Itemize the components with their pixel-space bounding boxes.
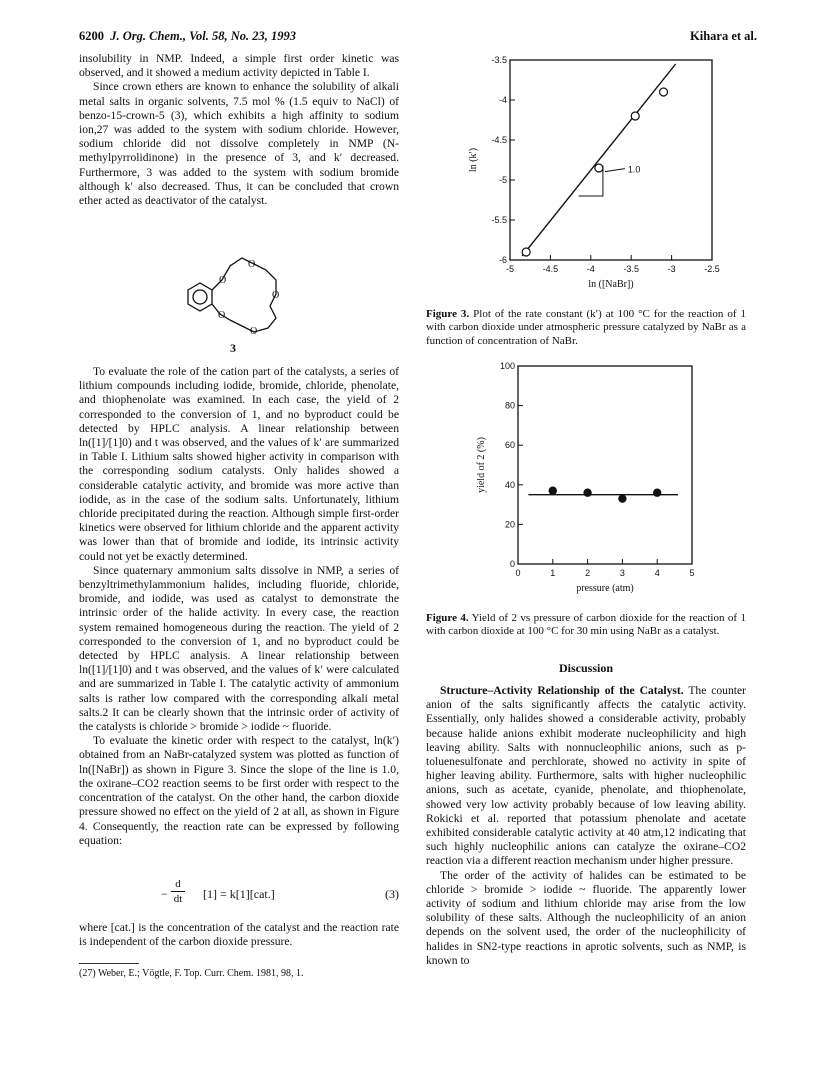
oxygen-atom: O [250, 326, 258, 337]
left-column-bottom [79, 365, 399, 848]
paragraph: To evaluate the kinetic order with respect to the catalyst, ln(k′) obtained from an NaBr-catalyzed system was plotted as function of ln([NaBr]) as shown in Figure 3. Since the slope of the line is 1.0, the oxirane–CO2 reaction seems to be first order with respect to the concentration of the catalyst. On the other hand, the carbon dioxide pressure showed no effect on the yield of 2 at all, as shown in Figure 4. Consequently, the reaction rate can be expressed by following equation: [79, 734, 399, 847]
paragraph: Since crown ethers are known to enhance the solubility of alkali metal salts in organic solvents, 7.5 mol % (1.5 equiv to NaCl) of benzo-15-crown-5 (3), which exhibits a high affinity to sodium ion,27 was added to the system with sodium chloride. However, sodium chloride did not dissolve completely in NMP (N-methylpyrrolidinone) in the presence of 3, and k′ decreased. Furthermore, 3 was added to the system with sodium bromide although k′ also decreased. Thus, it can be concluded that crown ether acted as deactivator of the catalyst. [79, 80, 399, 208]
figure-3-chart [426, 52, 746, 304]
y-tick-label: -4.5 [491, 135, 507, 145]
x-tick-label: 2 [585, 568, 591, 578]
slope-leader [605, 169, 625, 172]
caption-label: Figure 4. [426, 612, 469, 624]
y-tick-label: 0 [509, 559, 515, 569]
y-tick-label: 100 [499, 361, 515, 371]
data-point [522, 248, 530, 256]
y-axis-label: yield of 2 (%) [476, 437, 487, 493]
x-tick-label: -5 [505, 264, 515, 274]
figure-4-chart [426, 358, 746, 604]
x-tick-label: 4 [654, 568, 660, 578]
section-heading-discussion: Discussion [558, 661, 614, 675]
page-number: 6200 [79, 29, 104, 43]
footnote: (27) Weber, E.; Vögtle, F. Top. Curr. Chem. 1981, 98, 1. [79, 968, 304, 979]
oxygen-atom: O [248, 259, 256, 270]
data-point [660, 88, 668, 96]
right-column-text [426, 684, 746, 968]
benzene-ring [188, 283, 212, 311]
y-tick-label: 60 [504, 440, 515, 451]
volume-info: Vol. 58, No. 23, 1993 [189, 29, 297, 43]
journal-name: J. Org. Chem., [110, 29, 186, 43]
fraction-numerator: d [175, 878, 181, 890]
y-tick-label: -6 [498, 255, 507, 265]
runin-heading: Structure–Activity Relationship of the Catalyst. [440, 684, 684, 697]
y-tick-label: 80 [504, 400, 515, 411]
equation-body: [1] = k[1][cat.] [203, 887, 275, 901]
slope-label: 1.0 [627, 164, 641, 175]
data-point [595, 164, 603, 172]
figure-3-caption [426, 308, 746, 348]
data-point [549, 487, 556, 494]
data-point [654, 489, 661, 496]
y-tick-label: 20 [504, 519, 515, 530]
caption-text: Plot of the rate constant (k′) at 100 °C for the reaction of 1 with carbon dioxide under atmospheric pressure catalyzed by NaBr as a function of concentration of NaBr. [426, 308, 747, 347]
plot-frame [518, 366, 692, 564]
x-tick-label: -3 [667, 264, 676, 274]
x-tick-label: -4 [586, 264, 595, 274]
figure-4-caption [426, 612, 746, 639]
y-tick-label: -5 [498, 175, 507, 185]
running-header-authors: Kihara et al. [690, 29, 758, 43]
data-point [619, 495, 626, 502]
y-tick-label: 40 [504, 479, 515, 490]
paragraph: The counter anion of the salts significantly affects the catalytic activity. Essentially, only halides showed a considerable activity, probably because halide anions exhibit moderate nucleophilicity and high leaving ability. Salts with nonnucleophilic anions, such as p-toluenesulfonate and perchlorate, showed no activity in spite of higher leaving ability. Furthermore, salts with higher nucleophilic anions, such as acetate, cyanide, phenolate, and thiophenolate, showed very low activity probably because of low leaving ability. Rokicki et al. reported that potassium phenolate and acetate exhibited considerable catalytic activity at 40 atm,12 indicating that such highly nucleophilic anions can catalyze the oxirane–CO2 reaction via a different reaction mechanism under higher pressure. [426, 684, 746, 868]
equation-fraction [171, 878, 185, 905]
caption-label: Figure 3. [426, 308, 470, 320]
x-tick-label: 5 [689, 568, 695, 578]
minus-sign: − [161, 887, 168, 901]
y-tick-label: -4 [498, 95, 507, 105]
running-header-left [79, 29, 296, 44]
y-tick-label: -3.5 [491, 55, 507, 65]
x-tick-label: -2.5 [704, 264, 720, 274]
paragraph: where [cat.] is the concentration of the catalyst and the reaction rate is independent of the carbon dioxide pressure. [79, 921, 399, 949]
data-point [584, 489, 591, 496]
x-tick-label: -3.5 [623, 264, 639, 274]
data-point [631, 112, 639, 120]
x-tick-label: -4.5 [542, 264, 559, 274]
compound-label: 3 [230, 341, 236, 355]
compound-3-structure [170, 250, 310, 345]
fit-line [522, 64, 676, 256]
oxygen-atom: O [219, 275, 227, 286]
equation-number: (3) [385, 887, 399, 901]
fraction-bar [171, 891, 185, 892]
y-axis-label: ln (k′) [468, 147, 479, 173]
footnote-rule [79, 963, 139, 964]
oxygen-atom: O [218, 310, 226, 321]
aromatic-circle [193, 290, 207, 304]
x-tick-label: 0 [515, 568, 521, 578]
caption-text: Yield of 2 vs pressure of carbon dioxide for the reaction of 1 with carbon dioxide at 100 °C for 30 min using NaBr as a catalyst. [426, 612, 746, 638]
oxygen-atom: O [272, 290, 280, 301]
paragraph: The order of the activity of halides can be estimated to be chloride > bromide > iodide ~ fluoride. The apparently lower activity of sodium and lithium chloride may arise from the low solubility of these salts. Although the nucleophilicity of an anion depends on the solvent used, the order of the nucleophilicity of halides in SN2-type reactions in aprotic solvents, such as NMP, is known to [426, 868, 746, 967]
equation-3 [79, 878, 399, 914]
paragraph: To evaluate the role of the cation part of the catalysts, a series of lithium compounds including iodide, bromide, chloride, phenolate, and thiophenolate was examined. In each case, the yield of 2 corresponded to the conversion of 1, and no byproduct could be detected by HPLC analysis. A linear relationship between ln([1]/[1]0) and t was observed, and the values of k′ are summarized in Table I. Lithium salts showed higher activity in comparison with the corresponding sodium catalysts. Only halides showed a considerable catalytic activity, and bromide was more active than iodide, as in the case of the sodium salts. Unfortunately, lithium chloride precipitated during the reaction. Although simple first-order kinetics were observed for lithium chloride and the apparent activity was lower than that of bromide and iodide, its intrinsic activity could not yet be exactly determined. [79, 365, 399, 563]
x-axis-label: pressure (atm) [576, 583, 634, 594]
plot-frame [510, 60, 712, 260]
y-tick-label: -5.5 [491, 215, 507, 225]
paragraph: Since quaternary ammonium salts dissolve in NMP, a series of benzyltrimethylammonium halides, including fluoride, chloride, bromide, and iodide, was used as catalyst to demonstrate the intrinsic order of the halide activity. In every case, the reaction system remained homogeneous during the reaction. The yield of 2 corresponded to the conversion of 1, and no byproduct could be detected by HPLC analysis. A linear relationship between ln([1]/[1]0) and t was observed, and the values of k′ were calculated and are summarized in Table I. The catalytic activity of ammonium salts is rather low compared with the corresponding alkali metal salts.2 It can be clearly shown that the intrinsic order of activity of the catalysts is chloride > bromide > iodide ~ fluoride. [79, 563, 399, 734]
x-axis-label: ln ([NaBr]) [588, 279, 634, 290]
paragraph: insolubility in NMP. Indeed, a simple first order kinetic was observed, and it showed a medium activity depicted in Table I. [79, 52, 399, 80]
fraction-denominator: dt [173, 893, 183, 905]
left-column-after-equation [79, 921, 399, 949]
x-tick-label: 1 [550, 568, 556, 578]
x-tick-label: 3 [619, 568, 625, 578]
left-column-top [79, 52, 399, 208]
